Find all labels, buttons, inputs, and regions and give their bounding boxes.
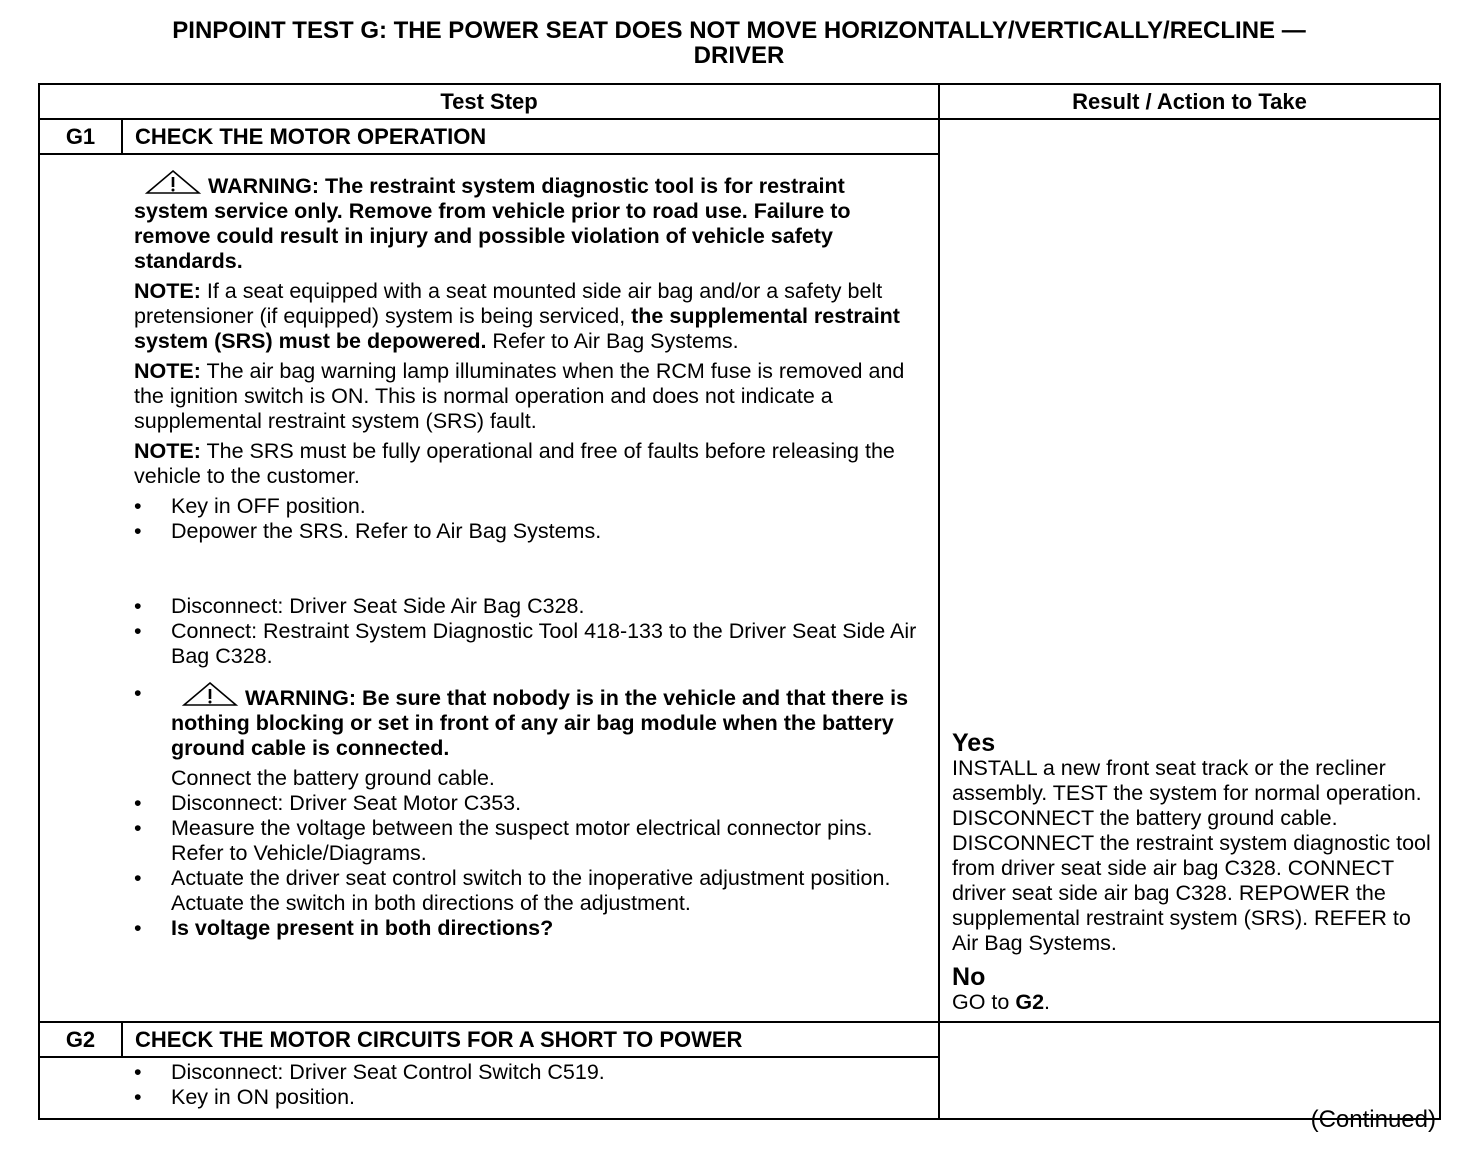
list-item: • Key in ON position.	[134, 1085, 356, 1109]
g1-bullets-b	[134, 594, 924, 941]
g1-note-2	[134, 359, 924, 434]
g1-title-row	[39, 119, 1440, 154]
g1-body-cell	[39, 154, 939, 1022]
g2-step-title: CHECK THE MOTOR CIRCUITS FOR A SHORT TO POWER	[122, 1022, 939, 1057]
list-item: • Depower the SRS. Refer to Air Bag Systems.	[134, 519, 602, 543]
g1-warning-2-follow: Connect the battery ground cable.	[171, 766, 495, 790]
g2-body-cell	[39, 1057, 939, 1119]
list-item-warning: • WARNING: Be sure that nobody is in the vehicle and that there is nothing blocking or set in front of any air bag module when the battery ground cable is connected. Connect the battery ground cable.	[134, 681, 924, 791]
g1-result-cell	[939, 119, 1440, 1022]
g1-no-suffix: .	[1044, 990, 1051, 1014]
g1-note-2-label: NOTE:	[134, 359, 201, 383]
g1-warning-2-text: : Be sure that nobody is in the vehicle and that there is nothing blocking or set in front of any air bag module when the battery ground cable is connected.	[171, 686, 909, 760]
list-item-question: • Is voltage present in both directions?	[134, 916, 554, 940]
g1-question: Is voltage present in both directions?	[171, 916, 554, 940]
g1-bullets-a	[134, 494, 924, 544]
g1-step-id: G1	[39, 119, 122, 154]
list-item: • Disconnect: Driver Seat Side Air Bag C328.	[134, 594, 585, 618]
pinpoint-test-table	[38, 83, 1441, 1120]
list-item: • Measure the voltage between the suspect motor electrical connector pins. Refer to Vehicle/Diagrams.	[134, 816, 873, 865]
g1-note-1-bold: the supplemental restraint system (SRS) must be depowered.	[134, 304, 900, 353]
g1-note-3	[134, 439, 924, 489]
g1-no-prefix: GO to	[952, 990, 1016, 1014]
g1-note-2-text: The air bag warning lamp illuminates when the RCM fuse is removed and the ignition switch is ON. This is normal operation and does not indicate a supplemental restraint system (SRS) fault.	[134, 359, 905, 433]
page-title-line1: PINPOINT TEST G: THE POWER SEAT DOES NOT MOVE HORIZONTALLY/VERTICALLY/RECLINE —	[172, 17, 1306, 44]
page-title-line2: DRIVER	[693, 42, 785, 69]
header-result: Result / Action to Take	[939, 84, 1440, 119]
g1-step-title: CHECK THE MOTOR OPERATION	[122, 119, 939, 154]
warning-triangle-icon	[181, 681, 239, 707]
g2-result-cell	[939, 1022, 1440, 1119]
g1-no-label: No	[952, 963, 986, 991]
g1-note-1	[134, 279, 924, 354]
list-item: • Disconnect: Driver Seat Control Switch C519.	[134, 1060, 605, 1084]
g2-title-row	[39, 1022, 1440, 1057]
g2-step-id: G2	[39, 1022, 122, 1057]
g2-bullets	[134, 1060, 924, 1110]
g1-warning-1	[134, 169, 924, 274]
page-title	[40, 18, 1438, 68]
g1-no-target-link[interactable]: G2	[1015, 990, 1045, 1014]
g1-yes-text: INSTALL a new front seat track or the recliner assembly. TEST the system for normal operation. DISCONNECT the battery ground cable. DISCONNECT the restraint system diagnostic tool from driver seat side air bag C328. CONNECT driver seat side air bag C328. REPOWER the supplemental restraint system (SRS). REFER to Air Bag Systems.	[952, 756, 1431, 955]
g1-note-1-text: If a seat equipped with a seat mounted side air bag and/or a safety belt pretensioner (if equipped) system is being serviced,	[134, 279, 883, 328]
header-row	[39, 84, 1440, 119]
continued-label: (Continued)	[1310, 1106, 1436, 1133]
g1-yes-label: Yes	[952, 729, 996, 757]
list-item: • Key in OFF position.	[134, 494, 366, 518]
list-item: • Actuate the driver seat control switch to the inoperative adjustment position. Actuate the switch in both directions of the adjustment.	[134, 866, 891, 915]
warning-triangle-icon	[144, 169, 202, 195]
g1-no-text	[952, 990, 1431, 1015]
g1-warning-1-text: WARNING: The restraint system diagnostic tool is for restraint system service only. Remove from vehicle prior to road use. Failure to remove could result in injury and possible violation of vehicle safety standards.	[134, 174, 851, 273]
g1-note-1-label: NOTE:	[134, 279, 201, 303]
list-item: • Disconnect: Driver Seat Motor C353.	[134, 791, 522, 815]
list-item: • Connect: Restraint System Diagnostic Tool 418-133 to the Driver Seat Side Air Bag C328.	[134, 619, 917, 668]
g1-note-1-tail: Refer to Air Bag Systems.	[486, 329, 739, 353]
g1-warning-2-label: WARNING	[245, 686, 349, 710]
g1-note-3-text: The SRS must be fully operational and free of faults before releasing the vehicle to the customer.	[134, 439, 895, 488]
header-test-step: Test Step	[39, 84, 939, 119]
g1-note-3-label: NOTE:	[134, 439, 201, 463]
